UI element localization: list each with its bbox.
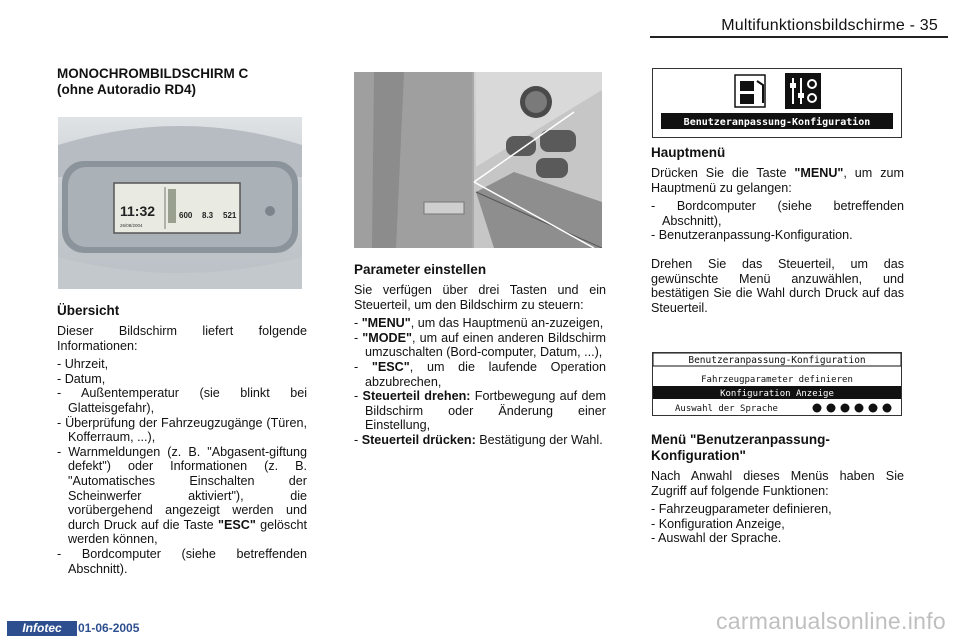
overview-list xyxy=(57,357,307,576)
menu-key-label: "MENU" xyxy=(794,166,844,180)
config-menu-intro: Nach Anwahl dieses Menüs haben Sie Zugriff auf folgende Funktionen: xyxy=(651,469,904,498)
settings-list xyxy=(354,316,606,447)
config-menu-row-1: Fahrzeugparameter definieren xyxy=(701,375,853,385)
language-flag-icon xyxy=(883,404,892,413)
main-menu-list xyxy=(651,199,904,243)
right-column-lower xyxy=(651,432,904,546)
list-item: - Bordcomputer (siehe betreffenden Abschnitt), xyxy=(651,199,904,228)
list-item-text: , um auf einen anderen Bildschirm umzuschalten (Bord-computer, Datum, ...), xyxy=(365,330,607,360)
header-rule xyxy=(650,36,948,38)
config-menu-list xyxy=(651,502,904,546)
language-flag-icon xyxy=(855,404,864,413)
settings-title: Parameter einstellen xyxy=(354,262,487,277)
overview-title: Übersicht xyxy=(57,303,120,318)
main-heading-line2: (ohne Autoradio RD4) xyxy=(57,82,196,97)
main-heading-line1: MONOCHROMBILDSCHIRM C xyxy=(57,66,249,81)
settings-intro: Sie verfügen über drei Tasten und ein Steuerteil, um den Bildschirm zu steuern: xyxy=(354,283,606,312)
list-item-text: Bestätigung der Wahl. xyxy=(475,432,603,447)
middle-column xyxy=(354,262,606,448)
mode-key-label: "MODE" xyxy=(362,330,413,345)
list-item: - Konfiguration Anzeige, xyxy=(651,517,904,532)
main-menu-intro-text: Drücken Sie die Taste xyxy=(651,166,795,180)
list-item: - Benutzeranpassung-Konfiguration. xyxy=(651,228,904,243)
menu-key-label: "MENU" xyxy=(361,316,411,331)
display-time: 11:32 xyxy=(120,203,156,219)
config-menu-illustration xyxy=(653,353,901,415)
page-header xyxy=(721,17,938,35)
language-flag-icon xyxy=(869,404,878,413)
main-menu-caption: Benutzeranpassung-Konfiguration xyxy=(683,117,871,128)
config-menu-screen xyxy=(652,352,902,416)
display-value-1: 600 xyxy=(179,211,193,220)
config-menu-heading xyxy=(651,432,904,464)
list-item-text: gelöscht werden können, xyxy=(68,517,307,547)
esc-key-label: "ESC" xyxy=(371,359,410,374)
overview-intro: Dieser Bildschirm liefert folgende Informationen: xyxy=(57,324,307,353)
list-item: - Auswahl der Sprache. xyxy=(651,531,904,546)
header-separator: - xyxy=(909,17,916,34)
press-label: Steuerteil drücken: xyxy=(361,432,476,447)
list-item: - Datum, xyxy=(57,372,307,387)
header-title: Multifunktionsbildschirme xyxy=(721,17,905,34)
list-item-text: , um die laufende Operation abzubrechen, xyxy=(365,359,606,389)
list-item-text: , um das Hauptmenü an-zuzeigen, xyxy=(410,316,604,331)
language-flag-icon xyxy=(841,404,850,413)
watermark: carmanualsonline.info xyxy=(715,608,946,634)
display-illustration xyxy=(58,117,302,289)
controls-photo xyxy=(354,72,602,248)
list-item: - Bordcomputer (siehe betreffenden Abschnitt). xyxy=(57,547,307,576)
footer-date: 01-06-2005 xyxy=(78,621,140,635)
main-menu-title: Hauptmenü xyxy=(651,145,726,160)
list-item: - Uhrzeit, xyxy=(57,357,307,372)
list-item-text: Warnmeldungen (z. B. "Abgasent-giftung defekt") oder Informationen (z. B. "Automatisches Einschalten der Scheinwerfer aktiviert"), die vorübergehend angezeigt werden und durch Druck auf die Taste xyxy=(68,444,307,532)
main-heading xyxy=(57,66,307,98)
display-value-3: 521 xyxy=(223,211,237,220)
config-menu-heading-line2: Konfiguration" xyxy=(651,448,746,463)
list-item: - Außentemperatur (sie blinkt bei Glatteisgefahr), xyxy=(57,386,307,415)
main-menu-illustration xyxy=(653,69,901,137)
controls-illustration xyxy=(354,72,602,248)
list-item xyxy=(354,360,606,389)
left-column xyxy=(57,66,307,98)
list-item xyxy=(354,316,606,331)
config-menu-row-3: Auswahl der Sprache xyxy=(675,404,778,414)
main-menu-paragraph: Drehen Sie das Steuerteil, um das gewünschte Menü anzuwählen, und bestätigen Sie die Wahl durch Druck auf das Steuerteil. xyxy=(651,256,904,315)
page-number: 35 xyxy=(919,17,938,34)
config-menu-row-2: Konfiguration Anzeige xyxy=(720,389,834,399)
main-menu-screen xyxy=(652,68,902,138)
left-column-text xyxy=(57,303,307,576)
display-date: 26/08/2004 xyxy=(120,223,143,228)
display-value-2: 8.3 xyxy=(202,211,214,220)
main-menu-intro-text: , um zum Hauptmenü zu gelangen: xyxy=(651,166,904,195)
language-flag-icon xyxy=(813,404,822,413)
list-item-text: Fortbewegung auf dem Bildschirm oder Änderung einer Einstellung, xyxy=(365,389,607,433)
list-item xyxy=(354,433,606,448)
main-menu-intro xyxy=(651,166,904,195)
list-item: - Überprüfung der Fahrzeugzugänge (Türen, Kofferraum, ...), xyxy=(57,416,307,445)
list-item xyxy=(354,389,606,433)
config-menu-heading-line1: Menü "Benutzeranpassung- xyxy=(651,432,830,447)
rotate-label: Steuerteil drehen: xyxy=(362,389,471,404)
settings-icon xyxy=(785,73,821,109)
display-photo xyxy=(58,117,302,289)
config-menu-title: Benutzeranpassung-Konfiguration xyxy=(688,355,866,366)
list-item xyxy=(354,331,606,360)
language-flag-icon xyxy=(827,404,836,413)
esc-key-label: "ESC" xyxy=(217,517,256,532)
right-column xyxy=(651,145,904,319)
infotec-badge: Infotec xyxy=(7,621,77,636)
list-item xyxy=(57,445,307,547)
list-item: - Fahrzeugparameter definieren, xyxy=(651,502,904,517)
